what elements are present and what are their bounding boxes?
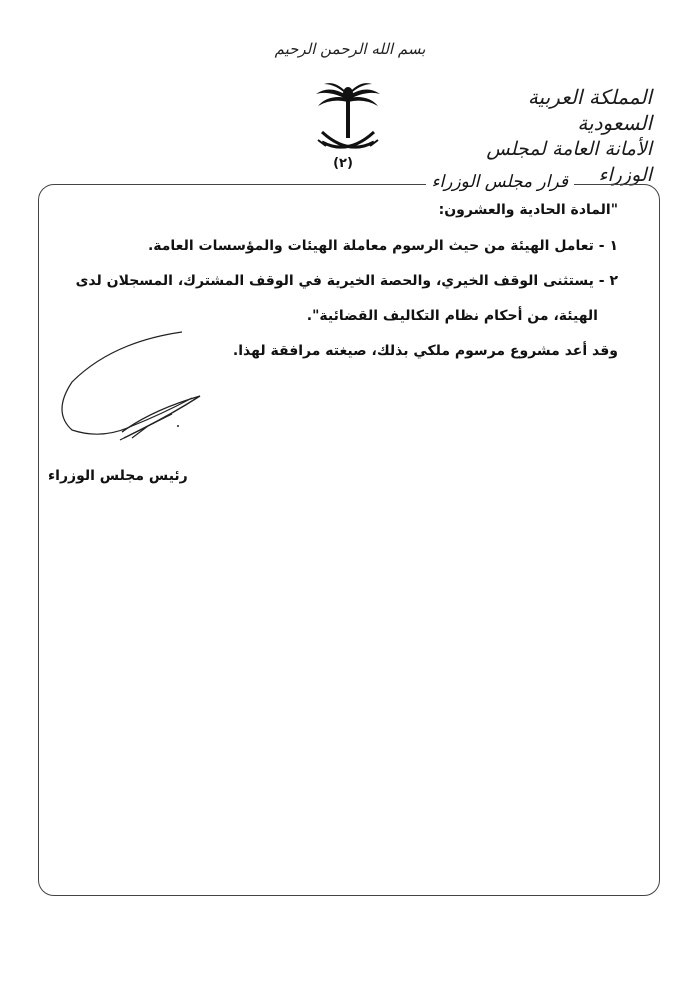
closing-statement: وقد أعد مشروع مرسوم ملكي بذلك، صيغته مرافقة لهذا. bbox=[232, 343, 618, 359]
secretariat-name: الأمانة العامة لمجلس الوزراء bbox=[486, 138, 652, 186]
article-item-2: ٢ - يستثنى الوقف الخيري، والحصة الخيرية في الوقف المشترك، المسجلان لدى bbox=[75, 273, 618, 289]
saudi-emblem-icon bbox=[308, 80, 388, 162]
decision-label: قرار مجلس الوزراء bbox=[426, 172, 574, 192]
article-title: "المادة الحادية والعشرون: bbox=[438, 202, 618, 218]
page-number: (٢) bbox=[333, 156, 353, 171]
basmala: بسم الله الرحمن الرحيم bbox=[274, 40, 426, 58]
signer-title: رئيس مجلس الوزراء bbox=[48, 468, 188, 484]
signature-icon bbox=[52, 322, 212, 452]
article-item-1: ١ - تعامل الهيئة من حيث الرسوم معاملة الهيئات والمؤسسات العامة. bbox=[147, 238, 618, 254]
kingdom-name: المملكة العربية السعودية bbox=[527, 85, 652, 135]
article-item-2-continued: الهيئة، من أحكام نظام التكاليف القضائية". bbox=[306, 308, 598, 324]
